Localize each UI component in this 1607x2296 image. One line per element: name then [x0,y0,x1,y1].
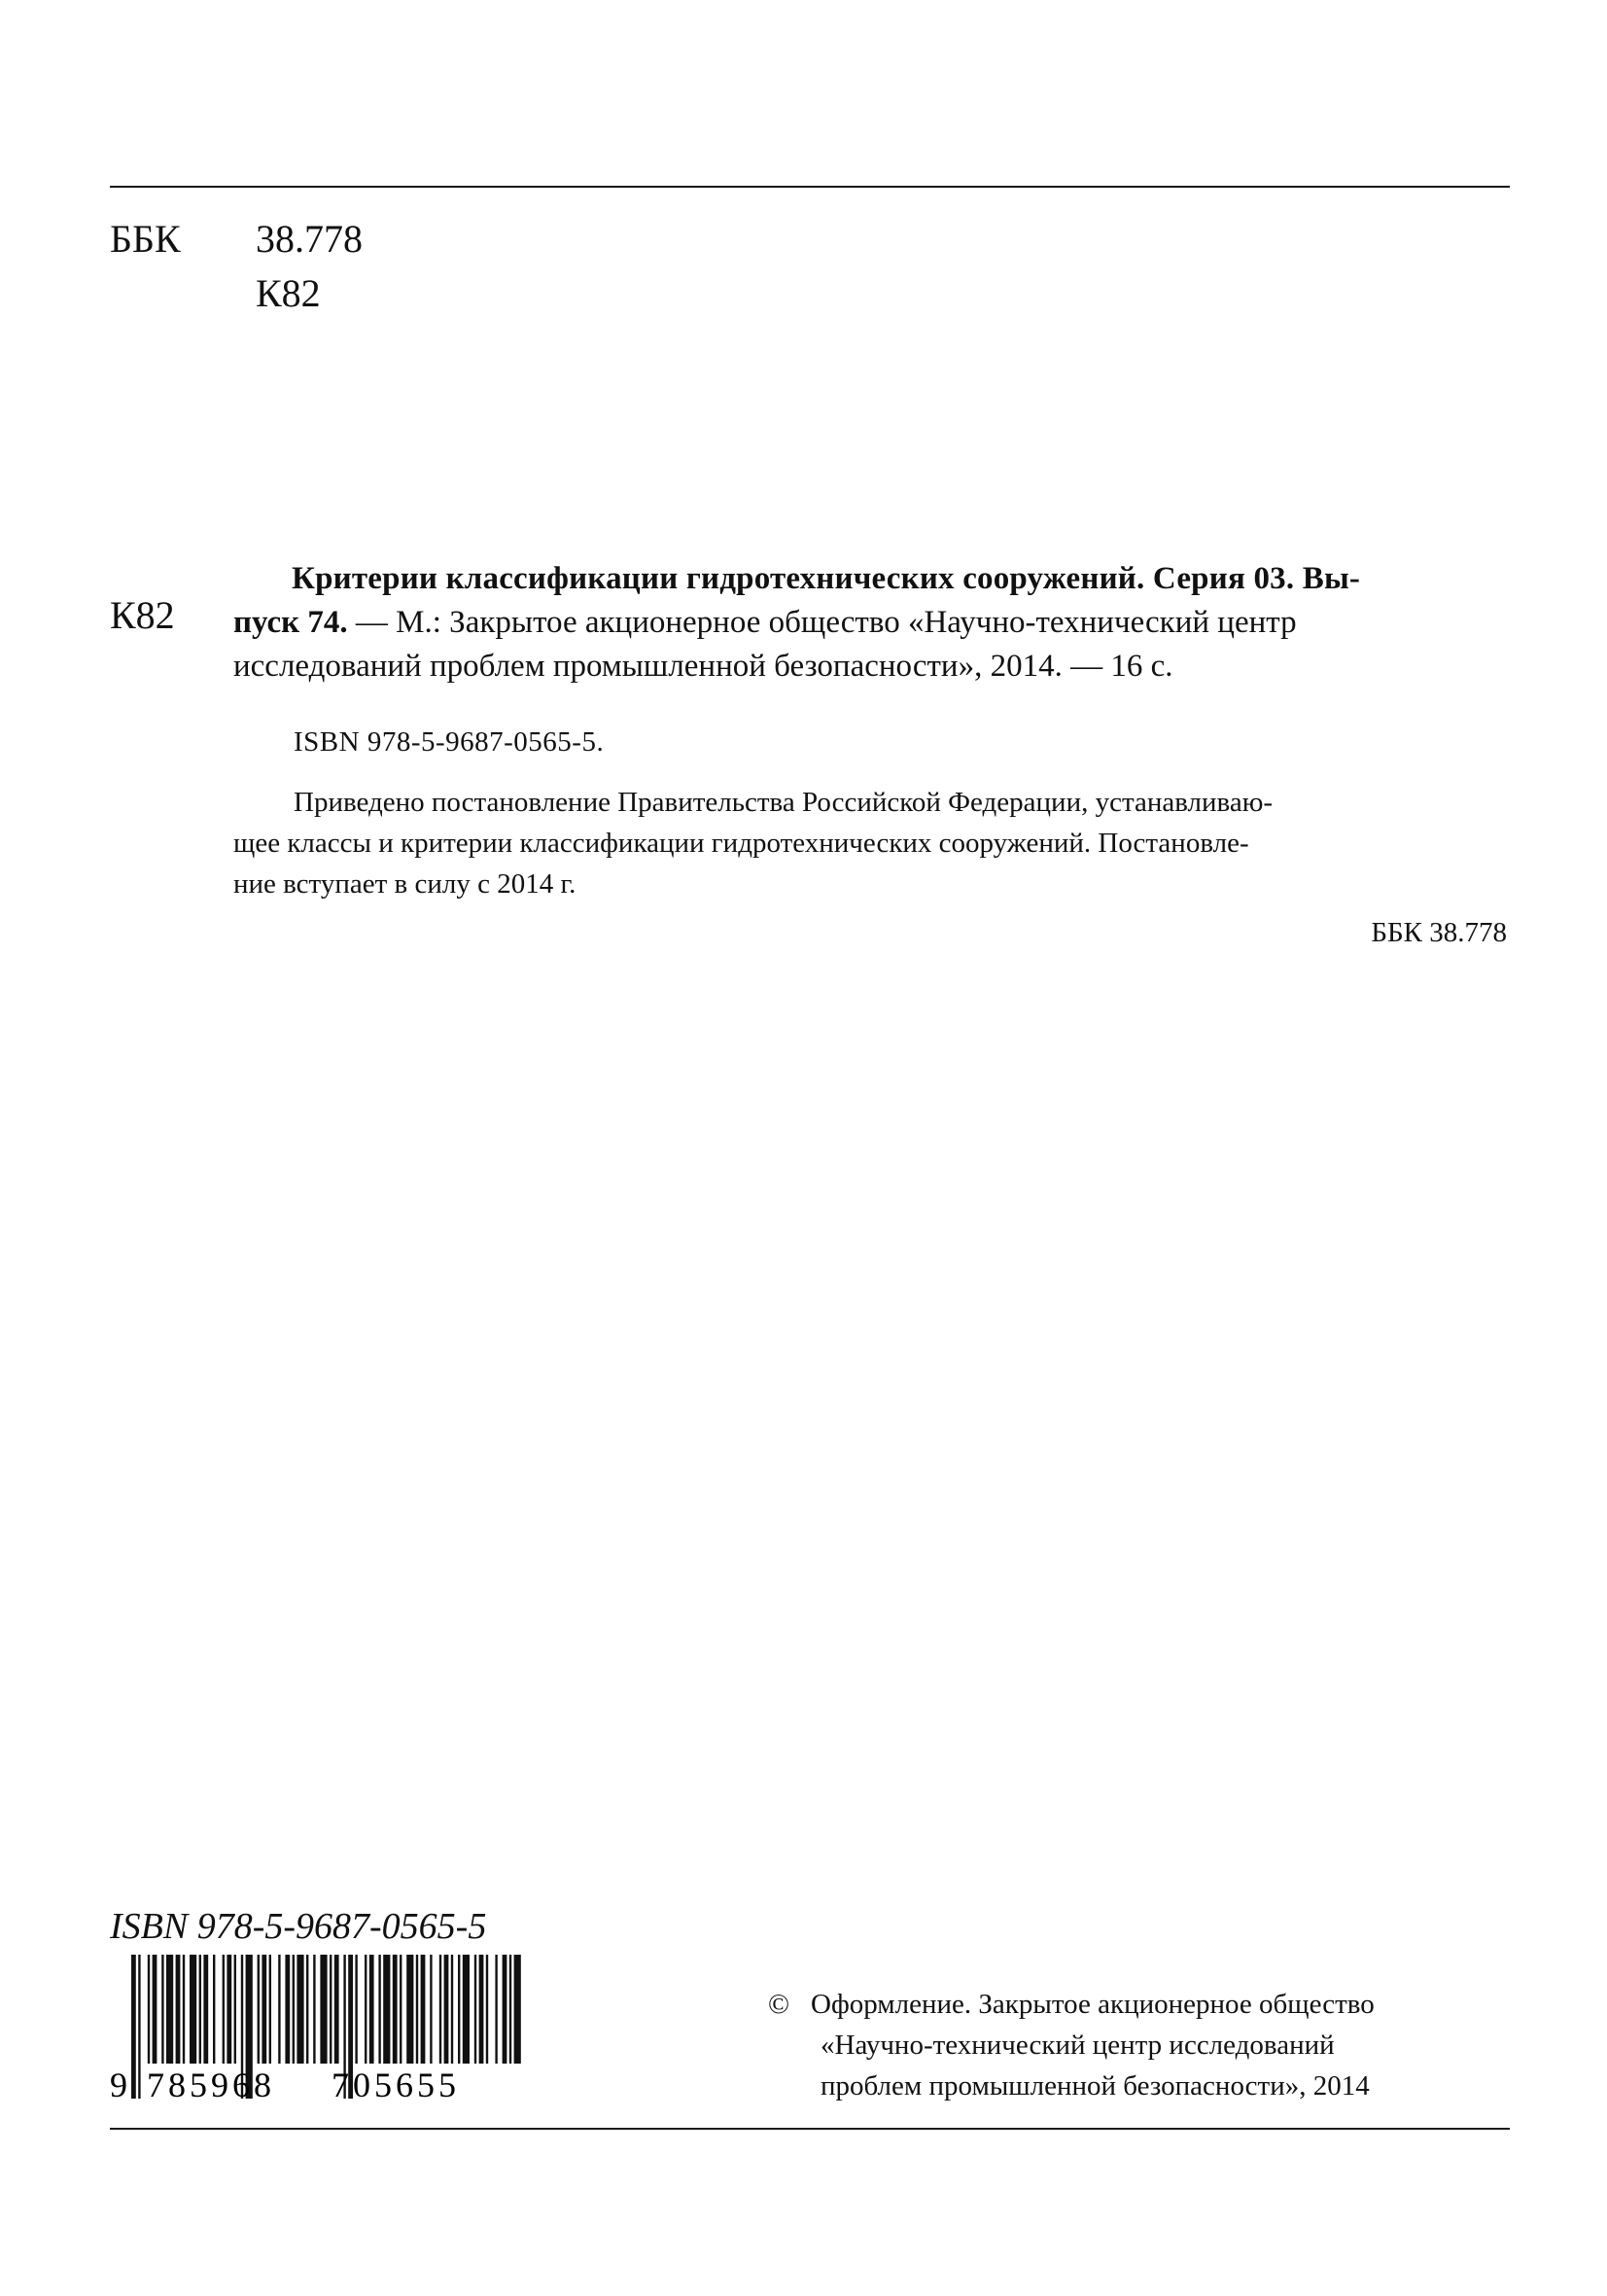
barcode-bar [297,1955,303,2064]
barcode-bar [503,1955,507,2064]
barcode-bar [223,1955,225,2064]
entry-publisher: — М.: Закрытое акционерное общество «Научно-технический центр [347,605,1297,640]
barcode-digits-left: 785968 [147,2066,275,2101]
barcode-bar [183,1955,185,2064]
barcode-bar [258,1955,260,2064]
copyright-symbol: © [768,1989,790,2020]
entry-title-line-3: исследований проблем промышленной безопасности», 2014. — 16 с. [233,649,1173,684]
barcode-bar [176,1955,181,2064]
bbk-bottom-code: ББК 38.778 [1371,917,1507,948]
barcode-bar [334,1955,339,2064]
barcode-bar [495,1955,497,2064]
barcode-bar [474,1955,476,2064]
copyright-notice [768,1984,1507,2106]
barcode-bar [269,1955,271,2064]
entry-title-line-2 [233,601,1507,645]
barcode-bar [430,1955,432,2064]
barcode-bar [421,1955,426,2064]
barcode-bar [416,1955,418,2064]
barcode-bar [278,1955,280,2064]
barcode-bar [439,1955,441,2064]
annotation-line-1: Приведено постановление Правительства Российской Федерации, устанавливаю- [294,787,1274,818]
barcode-bar [514,1955,521,2064]
copyright-line-2: «Научно-технический центр исследований [821,2030,1335,2061]
annotation [233,782,1507,904]
barcode-bar [369,1955,374,2064]
barcode-bar [153,1955,157,2064]
annotation-line-2: щее классы и критерии классификации гидротехнических сооружений. Постановле- [233,828,1249,859]
barcode-bar [458,1955,460,2064]
copyright-line-1 [768,1984,1507,2025]
barcode-bar [451,1955,453,2064]
bbk-code: 38.778 [256,217,363,261]
barcode-bar [444,1955,449,2064]
bibliographic-entry [233,557,1507,689]
barcode-isbn-label: ISBN 978-5-9687-0565-5 [110,1906,487,1947]
barcode-bar [355,1955,357,2064]
barcode-bar [509,1955,511,2064]
barcode-bar [138,1955,140,2099]
barcode-bar [227,1955,231,2064]
copyright-line-3: проблем промышленной безопасности», 2014 [821,2070,1370,2102]
barcode-bar [190,1955,196,2064]
barcode-bar [285,1955,290,2064]
entry-isbn: ISBN 978-5-9687-0565-5. [294,726,605,758]
entry-issue: пуск 74. [233,605,348,640]
barcode-bar [161,1955,163,2064]
copyright-text-1: Оформление. Закрытое акционерное общество [811,1989,1375,2020]
barcode-bar [406,1955,413,2064]
barcode-bar [479,1955,484,2064]
barcode-bar [262,1955,266,2064]
barcode-digit-lead: 9 [110,2066,127,2101]
barcode-bar [166,1955,173,2064]
top-rule [110,186,1510,188]
barcode-bar [306,1955,308,2064]
barcode-bar [213,1955,215,2064]
entry-title-line-1: Критерии классификации гидротехнических сооружений. Серия 03. Вы- [292,561,1361,596]
barcode-bar [131,1955,136,2099]
barcode-bar [393,1955,398,2064]
barcode-bar [330,1955,332,2064]
author-code: К82 [256,271,321,315]
barcode-bar [383,1955,390,2064]
isbn-barcode [110,1955,528,2101]
barcode-bar [378,1955,380,2064]
barcode-bar [365,1955,367,2064]
barcode-bar [234,1955,236,2064]
barcode-bar [320,1955,327,2064]
barcode-bar [486,1955,488,2064]
annotation-line-3: ние вступает в силу с 2014 г. [233,868,576,900]
barcode-bar [199,1955,201,2064]
bottom-rule [110,2128,1510,2130]
barcode-bar [463,1955,470,2064]
barcode-bar [313,1955,315,2064]
barcode-bar [400,1955,402,2064]
bbk-label: ББК [110,217,181,261]
barcode-bar [203,1955,208,2064]
barcode-bar [293,1955,295,2064]
barcode-bar [148,1955,150,2064]
entry-side-code: К82 [110,593,175,637]
barcode-digits-right: 705655 [332,2066,460,2101]
